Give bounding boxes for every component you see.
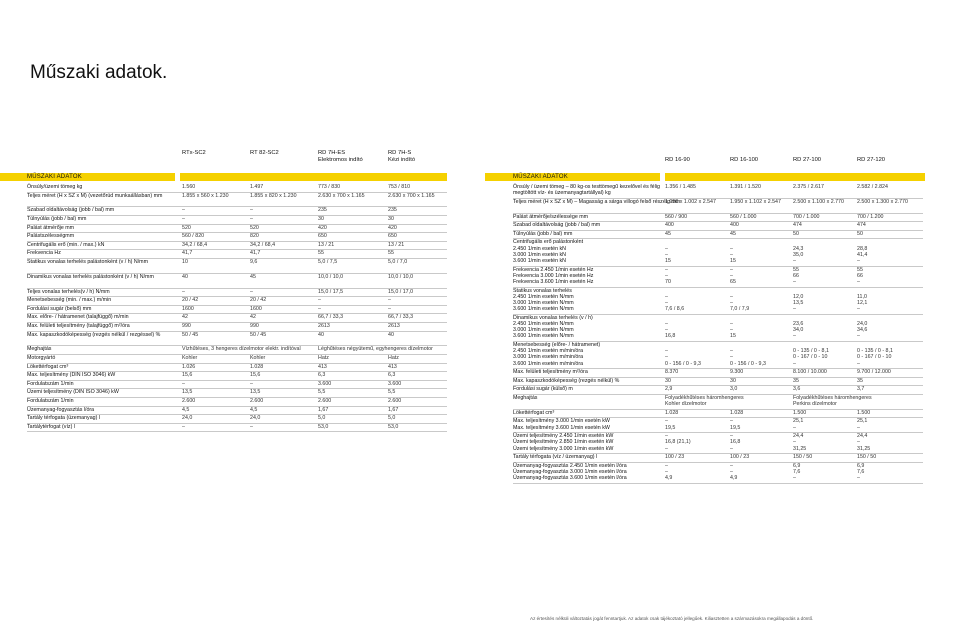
table-row <box>513 222 923 231</box>
row-value: – <box>182 380 185 387</box>
row-label: Tartály térfogata (üzemanyag) l <box>27 415 101 422</box>
section-band <box>180 173 447 181</box>
table-row <box>27 364 447 373</box>
row-value: 13 / 21 <box>388 241 405 248</box>
row-value: 3.600 <box>388 380 402 387</box>
table-row <box>27 306 447 315</box>
row-value: – 19,5 <box>730 418 741 431</box>
row-value: 53,0 <box>388 423 399 430</box>
table-row <box>27 207 447 216</box>
model-header: RD 7H-S Kézi indító <box>388 150 416 163</box>
row-value: – – 7,6 / 8,6 <box>665 293 685 313</box>
table-row <box>513 239 923 266</box>
row-label: Túlnyúlás (jobb / bal) mm <box>513 230 573 237</box>
row-value: 990 <box>182 323 191 329</box>
row-value: 2613 <box>318 323 330 329</box>
row-value: 560 / 1.000 <box>730 213 757 220</box>
row-value: 35 <box>793 377 799 384</box>
section-label: MŰSZAKI ADATOK <box>27 174 82 180</box>
row-label: Meghajtás <box>27 346 52 353</box>
row-value: 1.028 <box>250 363 264 370</box>
row-value: 42 <box>182 314 188 321</box>
row-value: 235 <box>388 207 397 214</box>
table-row <box>513 199 923 214</box>
row-value: 50 <box>793 230 799 237</box>
row-value: 40 <box>182 273 188 280</box>
row-value: Léghűtéses négyütemű, egyhengeres dízelmotor <box>318 346 433 353</box>
row-label: Menetsebesség (min. / max.) m/min <box>27 297 112 304</box>
row-value: 1.855 x 560 x 1.230 <box>182 192 229 199</box>
row-label: Palást átmérője/szélessége mm <box>513 213 589 220</box>
row-value: 560 / 820 <box>182 233 205 240</box>
table-row <box>27 233 447 242</box>
row-value: 1.500 <box>793 409 807 416</box>
row-value: – – 0 - 156 / 0 - 9,3 <box>665 348 701 367</box>
row-value: 42 <box>250 314 256 321</box>
row-value: 5,5 <box>318 389 326 396</box>
row-value: – – 65 <box>730 266 736 285</box>
row-value: 45 <box>250 273 256 280</box>
row-value: 4,5 <box>250 406 258 413</box>
table-row <box>513 267 923 288</box>
row-value: 8.370 <box>665 369 679 376</box>
row-value: Folyadékhűtéses háromhengeres Kohler dízelmotor <box>665 395 744 408</box>
row-label: Fordulatszám 1/min <box>27 398 74 404</box>
row-label: Üzemanyag-fogyasztás l/óra <box>27 406 95 413</box>
table-row <box>27 289 447 298</box>
row-value: 30 <box>730 377 736 384</box>
model-header: RTx-SC2 <box>182 150 206 156</box>
page-title: Műszaki adatok. <box>30 62 168 83</box>
row-value: 5,0 <box>388 415 396 422</box>
row-label: Teljes méret (H x SZ x M) (vezetőrúd munkaállásban) mm <box>27 192 163 199</box>
row-label: Dinamikus vonalas terhelés (v / h) 2.450 1/min esetén N/mm 3.000 1/min esetén N/mm 3.600 1/min esetén N/mm <box>513 314 593 340</box>
row-label: Üzemi teljesítmény (DIN ISO 3046) kW <box>27 389 119 396</box>
row-value: 1.356 / 1.485 <box>665 184 696 190</box>
table-row <box>513 231 923 240</box>
row-value: 40 <box>388 331 394 338</box>
row-label: Szabad oldaltávolság (jobb / bal) mm <box>513 222 601 229</box>
row-value: 2.600 <box>388 398 402 404</box>
table-row <box>27 398 447 407</box>
row-value: Hatz <box>388 355 399 361</box>
row-value: 15,6 <box>182 372 193 379</box>
table-row <box>513 184 923 199</box>
row-value: – – 0 - 156 / 0 - 9,3 <box>730 348 766 367</box>
row-value: – <box>182 288 185 295</box>
row-value: 55 66 – <box>793 266 799 285</box>
row-value: Hatz <box>318 355 329 361</box>
row-value: 1600 <box>250 305 262 312</box>
row-value: 474 <box>857 222 866 229</box>
row-value: – 16,8 (21,1) – <box>665 433 691 452</box>
row-value: 400 <box>665 222 674 229</box>
row-value: 700 / 1.000 <box>793 213 820 220</box>
row-value: 1.026 <box>182 363 196 370</box>
row-value: 753 / 810 <box>388 184 411 190</box>
row-value: – – 4,9 <box>730 462 738 482</box>
row-value: Vízhűtéses, 3 hengeres dízelmotor elektr. indítóval <box>182 346 301 353</box>
row-label: Max. felületi teljesítmény m²/óra <box>513 369 588 376</box>
row-value: 773 / 830 <box>318 184 341 190</box>
table-row <box>27 242 447 251</box>
row-value: 55 66 – <box>857 266 863 285</box>
row-value: – <box>318 297 321 304</box>
row-value: 6,9 7,6 – <box>793 462 801 482</box>
row-value: 25,1 – <box>857 418 868 431</box>
row-value: 30 <box>665 377 671 384</box>
row-value: 53,0 <box>318 423 329 430</box>
row-value: 235 <box>318 207 327 214</box>
row-value: – 19,5 <box>665 418 676 431</box>
row-value: 2.500 x 1.300 x 2.770 <box>857 198 908 205</box>
row-label: Teljes vonalas terhelés(v / h) N/mm <box>27 288 110 295</box>
row-value: 150 / 50 <box>793 454 813 461</box>
table-row <box>513 418 923 433</box>
row-value: – <box>388 305 391 312</box>
row-value: 1,67 <box>318 406 329 413</box>
row-label: Tartály térfogata (víz / üzemanyag) l <box>513 454 598 461</box>
model-header: RD 16-90 <box>665 157 690 163</box>
row-value: 50 / 45 <box>182 331 199 338</box>
table-row <box>27 314 447 323</box>
row-label: Max. kapaszkodóképesség (rezgés nélkül / rezgéssel) % <box>27 331 161 338</box>
row-value: 10 <box>182 259 188 265</box>
row-value: 15,0 / 17,5 <box>318 288 344 295</box>
row-label: Centrifugális erő (min. / max.) kN <box>27 241 105 248</box>
row-value: 45 <box>665 230 671 237</box>
row-value: 24,4 – 31,25 <box>857 433 871 452</box>
row-value: 15,6 <box>250 372 261 379</box>
row-value: 8.100 / 10.000 <box>793 369 827 376</box>
table-row <box>513 369 923 378</box>
model-header: RD 27-100 <box>793 157 822 163</box>
row-value: 1,67 <box>388 406 399 413</box>
row-label: Max. előre- / hátramenet (talajfüggő) m/min <box>27 314 129 321</box>
row-value: – <box>182 216 185 222</box>
row-value: 820 <box>250 233 259 240</box>
row-label: Palást átmérője mm <box>27 224 75 231</box>
row-value: 1.391 / 1.520 <box>730 184 761 190</box>
table-row <box>27 250 447 259</box>
row-value: 2.500 x 1.100 x 2.770 <box>793 198 844 205</box>
row-label: Üzemi teljesítmény 2.450 1/min esetén kW Üzemi teljesítmény 2.850 1/min esetén kW Üzemi teljesítmény 3.000 1/min esetén kW <box>513 433 614 452</box>
table-row <box>513 386 923 395</box>
row-value: 50 / 45 <box>250 331 267 338</box>
row-value: 3.600 <box>318 380 332 387</box>
row-value: 2.600 <box>250 398 264 404</box>
row-value: 1.560 <box>182 184 196 190</box>
row-value: – <box>250 423 253 430</box>
row-value: 6,3 <box>388 372 396 379</box>
table-row <box>27 184 447 193</box>
table-row <box>27 424 447 433</box>
table-row <box>27 297 447 306</box>
row-value: 2.630 x 700 x 1.165 <box>318 192 365 199</box>
row-value: 25,1 – <box>793 418 804 431</box>
row-value: 700 / 1.200 <box>857 213 884 220</box>
row-label: Önsúly/üzemi tömeg kg <box>27 184 83 190</box>
row-value: 10,0 / 10,0 <box>318 273 344 280</box>
row-value: 2.600 <box>318 398 332 404</box>
table-row <box>27 389 447 398</box>
table-row <box>27 415 447 424</box>
table-row <box>513 454 923 463</box>
row-label: Fordulási sugár (belső) mm <box>27 305 92 312</box>
row-label: Statikus vonalas terhelés palástonként (v / h) N/mm <box>27 259 148 265</box>
model-header: RD 16-100 <box>730 157 759 163</box>
row-value: – – 15 <box>665 245 671 264</box>
row-value: 420 <box>318 224 327 231</box>
row-value: 5,0 <box>318 415 326 422</box>
row-value: 0 - 135 / 0 - 8,1 0 - 167 / 0 - 10 – <box>857 348 893 367</box>
row-value: 24,0 <box>250 415 261 422</box>
row-value: 20 / 42 <box>250 297 267 304</box>
row-value: 40 <box>318 331 324 338</box>
row-label: Lökettérfogat cm³ <box>27 363 69 370</box>
row-label: Max. kapaszkodóképesség (rezgés nélkül) % <box>513 377 620 384</box>
row-value: – <box>388 297 391 304</box>
row-value: Kohler <box>182 355 198 361</box>
row-value: 55 <box>318 250 324 257</box>
model-header: RD 7H-ES Elektromos indító <box>318 150 363 163</box>
row-value: 55 <box>388 250 394 257</box>
row-value: 150 / 50 <box>857 454 877 461</box>
table-row <box>27 407 447 416</box>
row-value: 24,0 <box>182 415 193 422</box>
row-value: Folyadékhűtéses háromhengeres Perkins dízelmotor <box>793 395 872 408</box>
table-row <box>27 216 447 225</box>
row-value: 560 / 900 <box>665 213 688 220</box>
row-value: 1.028 <box>665 409 679 416</box>
row-label: Max. teljesítmény 3.000 1/min esetén kW Max. teljesítmény 3.600 1/min esetén kW <box>513 418 610 431</box>
table-row <box>513 410 923 419</box>
section-label: MŰSZAKI ADATOK <box>513 174 568 180</box>
row-value: – – 16,8 <box>665 321 676 340</box>
row-value: 9.300 <box>730 369 744 376</box>
row-value: 650 <box>388 233 397 240</box>
row-value: – 16,8 – <box>730 433 741 452</box>
row-value: 6,3 <box>318 372 326 379</box>
table-row <box>27 225 447 234</box>
row-value: 66,7 / 33,3 <box>318 314 344 321</box>
row-value: 1.855 x 820 x 1.230 <box>250 192 297 199</box>
row-value: 3,0 <box>730 386 738 393</box>
row-value: 6,9 7,6 – <box>857 462 865 482</box>
row-value: – – 15 <box>730 245 736 264</box>
row-label: Szabad oldaltávolság (jobb / bal) mm <box>27 207 115 214</box>
table-row <box>513 395 923 410</box>
row-value: 520 <box>182 224 191 231</box>
row-value: – <box>250 288 253 295</box>
row-value: 11,0 12,1 – <box>857 293 868 313</box>
table-row <box>27 346 447 355</box>
row-value: 15,0 / 17,0 <box>388 288 414 295</box>
row-value: 24,3 35,0 – <box>793 245 804 264</box>
row-value: 13,5 <box>182 389 193 396</box>
row-value: 2.582 / 2.824 <box>857 184 888 190</box>
row-value: 4,5 <box>182 406 190 413</box>
row-value: 13 / 21 <box>318 241 335 248</box>
row-value: 1.950 x 1.102 x 2.547 <box>730 198 781 205</box>
table-row <box>27 372 447 381</box>
row-value: 13,5 <box>250 389 261 396</box>
row-value: – – 15 <box>730 321 736 340</box>
row-value: 66,7 / 33,3 <box>388 314 414 321</box>
row-value: 30 <box>388 216 394 222</box>
footer-note: Az értesítés nélküli változtatás jogát fenntartjuk. Az adatok csak tájékoztató jellegűek. Kiliasztetten a származásokra megállapodás a döntő. <box>530 616 814 621</box>
row-value: 28,8 41,4 – <box>857 245 868 264</box>
table-row <box>27 323 447 332</box>
row-value: 3,7 <box>857 386 865 393</box>
table-row <box>27 355 447 364</box>
table-row <box>27 193 447 208</box>
row-value: – <box>182 423 185 430</box>
row-value: 34,2 / 68,4 <box>250 241 276 248</box>
row-label: Meghajtás <box>513 395 538 401</box>
row-value: 2,9 <box>665 386 673 393</box>
row-label: Frekvencia Hz <box>27 250 61 257</box>
row-label: Motorgyártó <box>27 355 56 361</box>
table-row <box>27 274 447 289</box>
section-band <box>665 173 925 181</box>
row-value: 35 <box>857 377 863 384</box>
row-value: 100 / 23 <box>730 454 750 461</box>
row-label: Centrifugális erő palástonként 2.450 1/min esetén kN 3.000 1/min esetén kN 3.600 1/min esetén kN <box>513 239 584 264</box>
row-value: 24,4 – 31,25 <box>793 433 807 452</box>
row-value: 100 / 23 <box>665 454 685 461</box>
row-value: – – 70 <box>665 266 671 285</box>
row-label: Önsúly / üzemi tömeg – 80 kg-os testtömegű kezelővel és félig megtöltött víz- és üzemanyagtartállyal) kg <box>513 184 660 197</box>
row-value: 1.950 x 1.002 x 2.547 <box>665 198 716 205</box>
row-label: Palástszélességmm <box>27 233 75 240</box>
row-value: 5,0 / 7,5 <box>318 259 338 265</box>
row-value: 413 <box>318 363 327 370</box>
row-value: 5,0 / 7,0 <box>388 259 408 265</box>
table-row <box>513 315 923 342</box>
row-value: 520 <box>250 224 259 231</box>
row-value: 30 <box>318 216 324 222</box>
row-label: Fordulatszám 1/min <box>27 380 74 387</box>
row-label: Üzemanyag-fogyasztás 2.450 1/min esetén l/óra Üzemanyag-fogyasztás 3.000 1/min esetén l/óra Üzemanyag-fogyasztás 3.600 1/min esetén l/óra <box>513 462 627 482</box>
row-value: 5,5 <box>388 389 396 396</box>
table-row <box>513 433 923 454</box>
table-row <box>513 214 923 223</box>
row-value: – – 4,9 <box>665 462 673 482</box>
row-value: 2.630 x 700 x 1.165 <box>388 192 435 199</box>
table-row <box>513 463 923 484</box>
row-value: 12,0 13,5 – <box>793 293 804 313</box>
row-value: 2.375 / 2.617 <box>793 184 824 190</box>
row-value: – <box>250 207 253 214</box>
row-value: – <box>250 216 253 222</box>
row-value: – <box>250 380 253 387</box>
row-value: 1600 <box>182 305 194 312</box>
row-value: 2613 <box>388 323 400 329</box>
model-header: RD 27-120 <box>857 157 886 163</box>
row-value: 45 <box>730 230 736 237</box>
row-label: Fordulási sugár (külső) m <box>513 386 573 393</box>
row-label: Statikus vonalas terhelés 2.450 1/min esetén N/mm 3.000 1/min esetén N/mm 3.600 1/min esetén N/mm <box>513 287 574 313</box>
row-value: 0 - 135 / 0 - 8,1 0 - 167 / 0 - 10 – <box>793 348 829 367</box>
row-value: – – 7,0 / 7,9 <box>730 293 750 313</box>
row-label: Túlnyúlás (jobb / bal) mm <box>27 216 87 222</box>
row-label: Max. felületi teljesítmény (talajfüggő) m²/óra <box>27 323 130 329</box>
row-value: 41,7 <box>250 250 261 257</box>
row-label: Menetsebesség (előre- / hátramenet) 2.450 1/min esetén m/min/óra 3.000 1/min esetén m/min/óra 3.600 1/min esetén m/min/óra <box>513 342 601 367</box>
row-value: 650 <box>318 233 327 240</box>
row-value: 1.497 <box>250 184 264 190</box>
model-header: RT 82-SC2 <box>250 150 279 156</box>
row-label: Tartálytérfogat (víz) l <box>27 423 75 430</box>
table-row <box>27 332 447 347</box>
row-label: Dinamikus vonalas terhelés palástonként (v / h) N/mm <box>27 273 154 280</box>
row-value: 474 <box>793 222 802 229</box>
row-value: 24,0 34,6 – <box>857 321 868 340</box>
table-row <box>513 378 923 387</box>
row-value: 10,0 / 10,0 <box>388 273 414 280</box>
row-label: Max. teljesítmény (DIN ISO 3046) kW <box>27 372 116 379</box>
row-value: 1.028 <box>730 409 744 416</box>
table-row <box>513 288 923 315</box>
row-value: 413 <box>388 363 397 370</box>
row-value: 9,6 <box>250 259 258 265</box>
row-value: 1.500 <box>857 409 871 416</box>
row-value: 990 <box>250 323 259 329</box>
row-value: 50 <box>857 230 863 237</box>
row-value: 41,7 <box>182 250 193 257</box>
row-value: 400 <box>730 222 739 229</box>
row-value: 23,6 34,0 – <box>793 321 804 340</box>
row-label: Teljes méret (H x SZ x M) – Magasság a sárga villogó felső részéig mm <box>513 198 681 205</box>
row-value: – <box>318 305 321 312</box>
row-value: 20 / 42 <box>182 297 199 304</box>
row-value: – <box>182 207 185 214</box>
row-label: Lökettérfogat cm³ <box>513 409 555 416</box>
row-value: 3,6 <box>793 386 801 393</box>
table-row <box>27 259 447 274</box>
row-value: 2.600 <box>182 398 196 404</box>
row-value: Kohler <box>250 355 266 361</box>
row-value: 9.700 / 12.000 <box>857 369 891 376</box>
row-label: Frekvencia 2.450 1/min esetén Hz Frekvencia 3.000 1/min esetén Hz Frekvencia 3.600 1/min esetén Hz <box>513 266 594 285</box>
row-value: 34,2 / 68,4 <box>182 241 208 248</box>
table-row <box>513 342 923 369</box>
section-band <box>485 173 660 181</box>
row-value: 420 <box>388 224 397 231</box>
